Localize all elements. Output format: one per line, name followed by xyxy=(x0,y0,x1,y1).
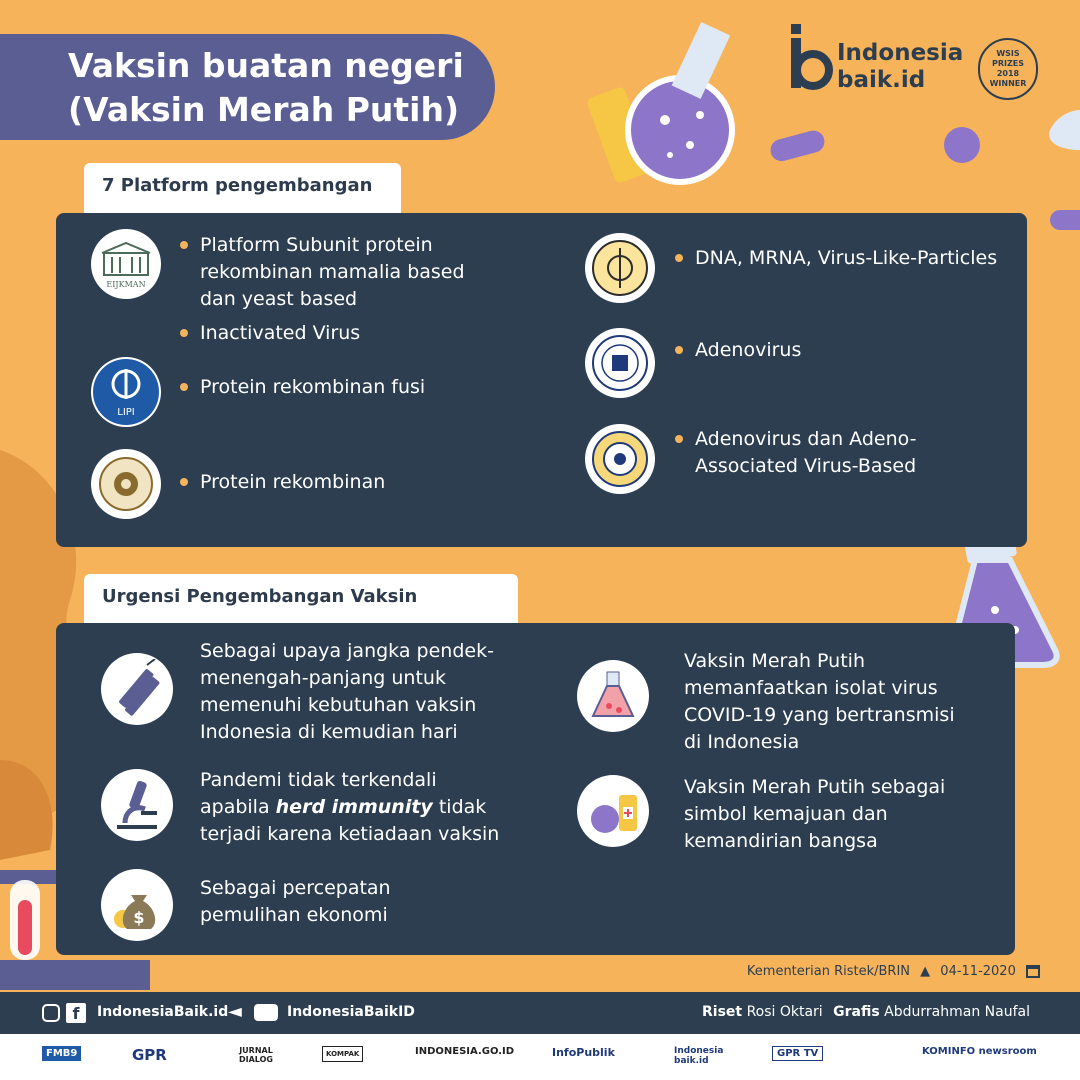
platform-item-7: Adenovirus dan Adeno-Associated Virus-Based xyxy=(675,426,945,480)
lipi-logo xyxy=(91,357,161,427)
medicine-icon xyxy=(583,781,643,841)
partner-logo-infopublik[interactable]: InfoPublik xyxy=(552,1046,615,1059)
urgency-item-5: Vaksin Merah Putih sebagai simbol kemajuan dan kemandirian bangsa xyxy=(684,776,946,852)
unair-seal-icon xyxy=(590,429,650,489)
riset-label: Riset xyxy=(702,1004,743,1020)
urgency-icon-2 xyxy=(101,769,173,841)
ui-makara-icon xyxy=(590,238,650,298)
ugm-seal-icon xyxy=(96,454,156,514)
brand-name-line-2: baik.id xyxy=(837,67,926,93)
syringe-icon xyxy=(107,659,167,719)
platform-heading: 7 Platform pengembangan xyxy=(84,163,401,213)
title-line-1: Vaksin buatan negeri xyxy=(68,46,464,85)
grafis-label: Grafis xyxy=(833,1004,880,1020)
footer-social-bar xyxy=(0,992,1080,1034)
twitter-icon[interactable]: ◄ xyxy=(228,1001,242,1022)
brand-b-icon xyxy=(785,22,835,92)
microscope-icon xyxy=(107,775,167,835)
brand-name-line-1: Indonesia xyxy=(837,40,964,66)
partner-logo-jurnal-dialog[interactable]: JURNAL DIALOG xyxy=(239,1046,273,1064)
flask-virus-icon xyxy=(583,666,643,726)
grafis-name: Abdurrahman Naufal xyxy=(884,1004,1030,1020)
brand-logo xyxy=(785,22,975,92)
instagram-icon[interactable] xyxy=(42,1004,60,1022)
eijkman-building-icon xyxy=(96,239,156,289)
urgency-item-2 xyxy=(200,767,500,848)
partner-logo-kompak[interactable]: KOMPAK xyxy=(322,1046,363,1062)
award-text: WSIS PRIZES 2018 WINNER xyxy=(989,49,1027,88)
urgency-item-4: Vaksin Merah Putih memanfaatkan isolat virus COVID-19 yang bertransmisi di Indonesia xyxy=(684,650,955,753)
calendar-icon xyxy=(1026,965,1040,978)
platform-item-6: Adenovirus xyxy=(675,337,1015,364)
ui-logo xyxy=(585,233,655,303)
source-date: 04-11-2020 xyxy=(940,964,1016,979)
urgency-icon-1 xyxy=(101,653,173,725)
lipi-emblem-icon xyxy=(91,357,161,427)
eijkman-label: EIJKMAN xyxy=(106,280,146,289)
award-badge xyxy=(978,38,1038,100)
page-title xyxy=(0,34,495,140)
urgency-icon-3 xyxy=(101,869,173,941)
urgency-item-2-after: tidak terjadi karena ketiadaan vaksin xyxy=(200,796,500,845)
urgency-item-2-emphasis: herd immunity xyxy=(275,796,433,818)
riset-name: Rosi Oktari xyxy=(746,1004,823,1020)
partner-logo-indonesia-go-id[interactable]: INDONESIA.GO.ID xyxy=(415,1046,515,1057)
partner-logo-gpr[interactable]: GPR xyxy=(132,1046,167,1064)
platform-item-1: Platform Subunit protein rekombinan mamalia based dan yeast based xyxy=(180,232,490,313)
platform-item-2: Inactivated Virus xyxy=(180,320,490,347)
itb-logo xyxy=(585,328,655,398)
urgency-item-3: Sebagai percepatan pemulihan ekonomi xyxy=(200,877,391,926)
urgency-heading: Urgensi Pengembangan Vaksin xyxy=(84,574,518,624)
svg-text:$: $ xyxy=(133,908,145,927)
partner-logo-kominfo-newsroom[interactable]: KOMINFO newsroom xyxy=(922,1046,1037,1057)
source-institution: Kementerian Ristek/BRIN xyxy=(746,964,911,979)
partner-logo-indonesiabaik[interactable]: Indonesia baik.id xyxy=(674,1046,724,1066)
money-bag-icon xyxy=(107,875,167,935)
partner-logo-gpr-tv[interactable]: GPR TV xyxy=(772,1046,823,1061)
facebook-icon[interactable]: f xyxy=(66,1003,86,1023)
credits xyxy=(702,1004,1030,1020)
platform-item-5: DNA, MRNA, Virus-Like-Particles xyxy=(675,245,1015,272)
social-handle-2[interactable]: IndonesiaBaikID xyxy=(287,1004,415,1020)
urgency-icon-5 xyxy=(577,775,649,847)
itb-seal-icon xyxy=(590,333,650,393)
urgency-item-2-before: Pandemi tidak terkendali apabila xyxy=(200,769,437,818)
flask-decoration xyxy=(586,22,732,184)
eijkman-logo xyxy=(91,229,161,299)
ugm-logo xyxy=(91,449,161,519)
title-line-2: (Vaksin Merah Putih) xyxy=(68,90,460,129)
urgency-item-1: Sebagai upaya jangka pendek-menengah-panjang untuk memenuhi kebutuhan vaksin Indonesia di kemudian hari xyxy=(200,640,494,743)
youtube-icon[interactable] xyxy=(254,1004,278,1021)
social-handle-1[interactable]: IndonesiaBaik.id xyxy=(97,1004,229,1020)
platform-item-4: Protein rekombinan xyxy=(180,469,490,496)
lipi-label: LIPI xyxy=(117,407,135,418)
platform-item-3: Protein rekombinan fusi xyxy=(180,374,490,401)
unair-logo xyxy=(585,424,655,494)
source-line xyxy=(747,964,1040,979)
partner-logo-fmb9[interactable]: FMB9 xyxy=(42,1046,81,1061)
pin-icon: ▲ xyxy=(920,964,931,979)
urgency-icon-4 xyxy=(577,660,649,732)
